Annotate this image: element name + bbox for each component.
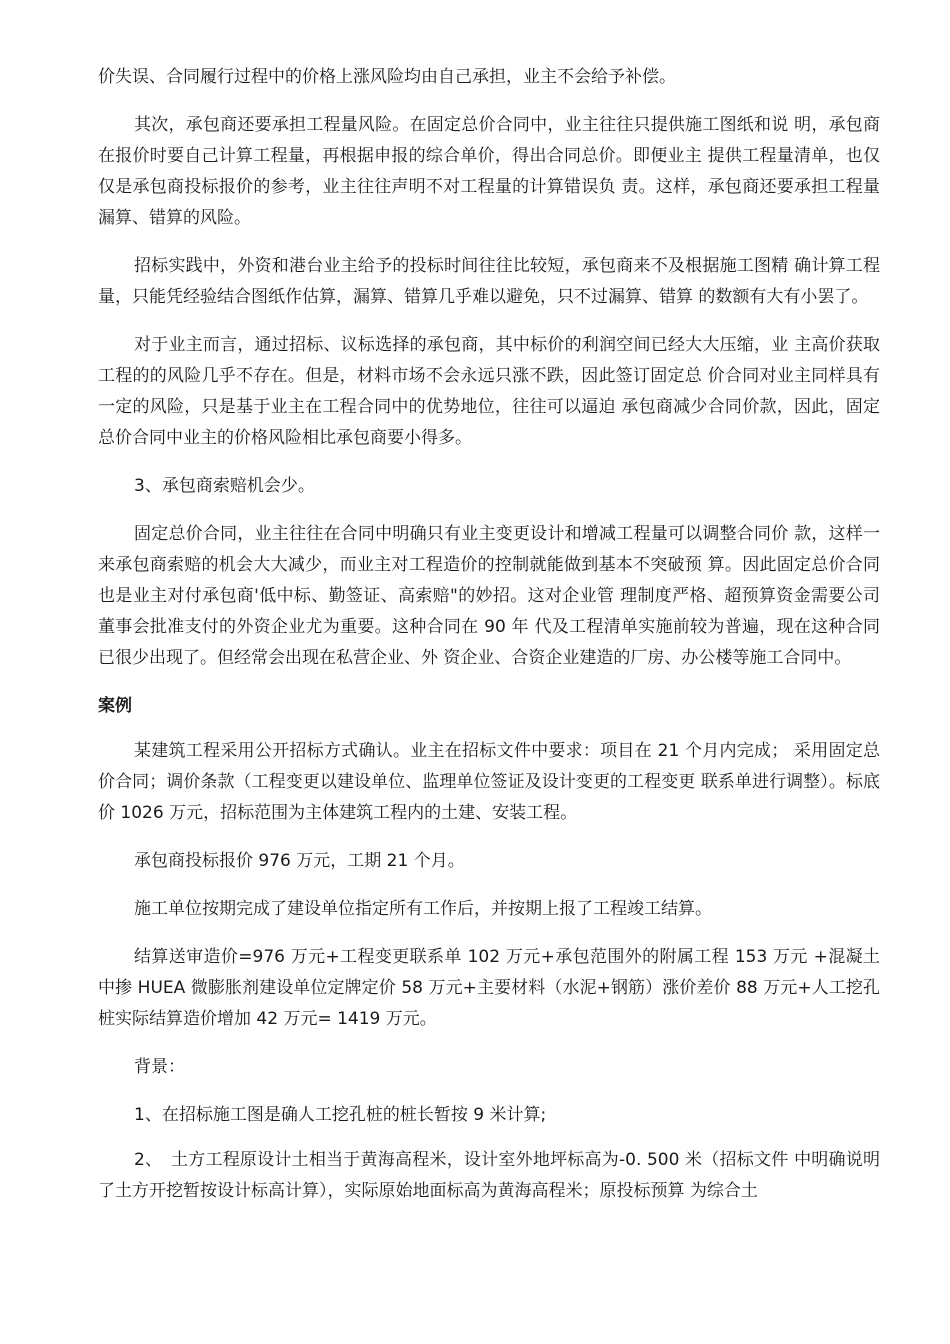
paragraph-completion: 施工单位按期完成了建设单位指定所有工作后，并按期上报了工程竣工结算。	[134, 899, 712, 919]
paragraph-case-intro: 某建筑工程采用公开招标方式确认。业主在招标文件中要求：项目在 21 个月内完成； 采用固定总价合同；调价条款（工程变更以建设单位、监理单位签证及设计变更的工程变更 联系单进行调整）。标底价 1026 万元，招标范围为主体建筑工程内的土建、安装工程。	[98, 741, 880, 823]
paragraph-settlement: 结算送审造价=976 万元+工程变更联系单 102 万元+承包范围外的附属工程 153 万元 +混凝土中掺 HUEA 微膨胀剂建设单位定牌定价 58 万元+主要材料（水泥+钢筋）涨价差价 88 万元+人工挖孔桩实际结算造价增加 42 万元= 1419 万元。	[98, 947, 880, 1029]
document-page	[98, 62, 880, 1207]
paragraph-owner-risk: 对于业主而言，通过招标、议标选择的承包商，其中标价的利润空间已经大大压缩，业 主高价获取工程的的风险几乎不存在。但是，材料市场不会永远只涨不跌，因此签订固定总 价合同对业主同样具有一定的风险，只是基于业主在工程合同中的优势地位，往往可以逼迫 承包商减少合同价款，因此，固定总价合同中业主的价格风险相比承包商要小得多。	[98, 335, 880, 448]
paragraph-bidding-practice: 招标实践中，外资和港台业主给予的投标时间往往比较短，承包商来不及根据施工图精 确计算工程量，只能凭经验结合图纸作估算，漏算、错算几乎难以避免，只不过漏算、错算 的数额有大有小罢了。	[98, 256, 880, 307]
paragraph-price-risk-end: 价失误、合同履行过程中的价格上涨风险均由自己承担，业主不会给予补偿。	[98, 67, 676, 87]
paragraph-claims-heading: 3、承包商索赔机会少。	[134, 476, 315, 496]
paragraph-background-item-2: 2、 土方工程原设计土相当于黄海高程米，设计室外地坪标高为-0. 500 米（招标文件 中明确说明了土方开挖暂按设计标高计算），实际原始地面标高为黄海高程米；原投标预算 为综合土	[98, 1150, 880, 1201]
section-heading-case: 案例	[98, 696, 132, 716]
paragraph-quantity-risk: 其次，承包商还要承担工程量风险。在固定总价合同中，业主往往只提供施工图纸和说 明，承包商在报价时要自己计算工程量，再根据申报的综合单价，得出合同总价。即便业主 提供工程量清单，也仅仅是承包商投标报价的参考，业主往往声明不对工程量的计算错误负 责。这样，承包商还要承担工程量漏算、错算的风险。	[98, 115, 880, 228]
paragraph-background-label: 背景：	[134, 1057, 185, 1077]
paragraph-bid-price: 承包商投标报价 976 万元，工期 21 个月。	[134, 851, 465, 871]
paragraph-background-item-1: 1、在招标施工图是确人工挖孔桩的桩长暂按 9 米计算;	[134, 1105, 547, 1125]
paragraph-fixed-price-contract: 固定总价合同，业主往往在合同中明确只有业主变更设计和增减工程量可以调整合同价 款，这样一来承包商索赔的机会大大减少，而业主对工程造价的控制就能做到基本不突破预 算。因此固定总价合同也是业主对付承包商'低中标、勤签证、高索赔"的妙招。这对企业管 理制度严格、超预算资金需要公司董事会批准支付的外资企业尤为重要。这种合同在 90 年 代及工程清单实施前较为普遍，现在这种合同已很少出现了。但经常会出现在私营企业、外 资企业、合资企业建造的厂房、办公楼等施工合同中。	[98, 524, 880, 668]
